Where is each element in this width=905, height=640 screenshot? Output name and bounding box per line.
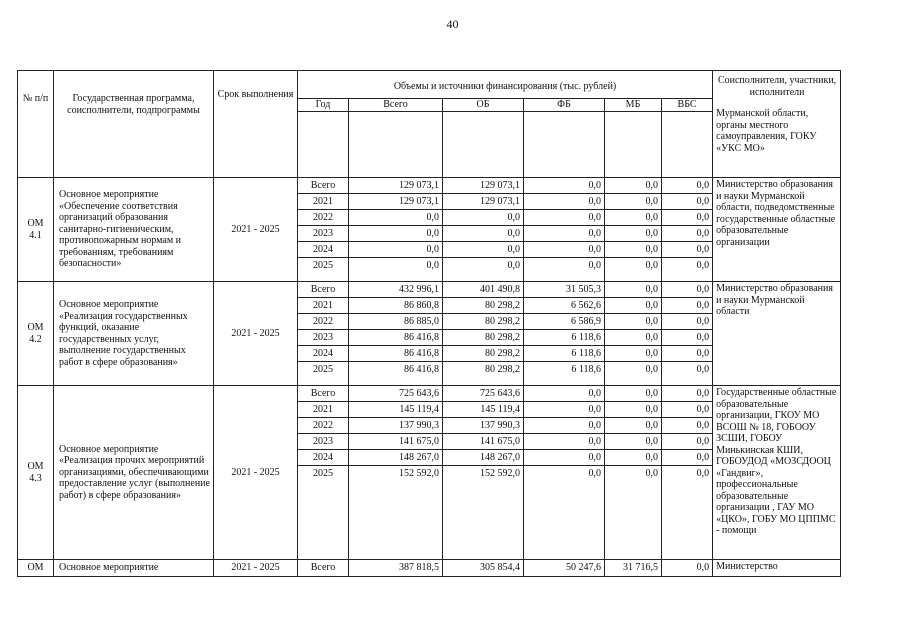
ob-cell: 129 073,1 <box>443 194 524 210</box>
vbs-cell: 0,0 <box>662 434 713 450</box>
header-no: № п/п <box>18 71 54 178</box>
total-cell: 141 675,0 <box>349 434 443 450</box>
mb-cell: 0,0 <box>605 210 662 226</box>
year-cell: 2022 <box>298 418 349 434</box>
mb-cell: 0,0 <box>605 466 662 560</box>
fb-cell: 0,0 <box>524 258 605 282</box>
fb-cell: 0,0 <box>524 178 605 194</box>
fb-cell: 6 562,6 <box>524 298 605 314</box>
year-cell: 2021 <box>298 298 349 314</box>
vbs-cell: 0,0 <box>662 242 713 258</box>
year-cell: 2025 <box>298 466 349 560</box>
year-cell: Всего <box>298 386 349 402</box>
fb-cell: 6 118,6 <box>524 346 605 362</box>
table-body <box>18 178 841 577</box>
year-cell: Всего <box>298 178 349 194</box>
mb-cell: 0,0 <box>605 298 662 314</box>
activity-name: Основное мероприятие «Реализация государственных функций, оказание государственных услуг, выполнение государственных работ в сфере образования» <box>54 282 214 386</box>
ob-cell: 80 298,2 <box>443 314 524 330</box>
mb-cell: 0,0 <box>605 314 662 330</box>
year-cell: 2025 <box>298 362 349 386</box>
fb-cell: 0,0 <box>524 242 605 258</box>
total-cell: 129 073,1 <box>349 194 443 210</box>
total-cell: 0,0 <box>349 226 443 242</box>
vbs-cell: 0,0 <box>662 560 713 577</box>
fb-cell: 0,0 <box>524 466 605 560</box>
table-row <box>18 386 841 402</box>
total-cell: 86 416,8 <box>349 346 443 362</box>
header-spacer <box>349 112 443 178</box>
header-ob: ОБ <box>443 99 524 112</box>
vbs-cell: 0,0 <box>662 210 713 226</box>
ob-cell: 0,0 <box>443 226 524 242</box>
mb-cell: 0,0 <box>605 194 662 210</box>
activity-executor: Министерство образования и науки Мурманской области, подведомственные государственные областные образовательные организации <box>716 179 836 248</box>
vbs-cell: 0,0 <box>662 386 713 402</box>
vbs-cell: 0,0 <box>662 298 713 314</box>
vbs-cell: 0,0 <box>662 346 713 362</box>
ob-cell: 145 119,4 <box>443 402 524 418</box>
year-cell: 2023 <box>298 434 349 450</box>
ob-cell: 80 298,2 <box>443 362 524 386</box>
vbs-cell: 0,0 <box>662 466 713 560</box>
year-cell: 2022 <box>298 314 349 330</box>
total-cell: 145 119,4 <box>349 402 443 418</box>
fb-cell: 6 586,9 <box>524 314 605 330</box>
vbs-cell: 0,0 <box>662 330 713 346</box>
total-cell: 86 416,8 <box>349 330 443 346</box>
total-cell: 0,0 <box>349 242 443 258</box>
mb-cell: 0,0 <box>605 226 662 242</box>
ob-cell: 0,0 <box>443 242 524 258</box>
vbs-cell: 0,0 <box>662 282 713 298</box>
mb-cell: 0,0 <box>605 362 662 386</box>
activity-term: 2021 - 2025 <box>214 386 298 560</box>
vbs-cell: 0,0 <box>662 226 713 242</box>
funding-table <box>17 70 841 577</box>
vbs-cell: 0,0 <box>662 178 713 194</box>
total-cell: 0,0 <box>349 210 443 226</box>
fb-cell: 0,0 <box>524 434 605 450</box>
activity-code: ОМ 4.1 <box>18 178 54 282</box>
header-funding: Объемы и источники финансирования (тыс. рублей) <box>298 71 713 99</box>
activity-name: Основное мероприятие <box>54 560 214 577</box>
header-spacer <box>298 112 349 178</box>
ob-cell: 401 490,8 <box>443 282 524 298</box>
fb-cell: 31 505,3 <box>524 282 605 298</box>
ob-cell: 80 298,2 <box>443 346 524 362</box>
vbs-cell: 0,0 <box>662 450 713 466</box>
activity-executor: Министерство образования и науки Мурманской области <box>716 283 833 317</box>
ob-cell: 137 990,3 <box>443 418 524 434</box>
activity-executor: Государственные областные образовательные организации, ГКОУ МО ВСОШ № 18, ГОБООУ ЗСШИ, ГОБОУ Минькинская КШИ, ГОБОУДОД «МОЗСДООЦ «Гандвиг», профессиональные образовательные организации , ГАУ МО «ЦКО», ГОБУ МО ЦППМС - помощи <box>716 387 837 536</box>
page-number: 40 <box>446 17 459 31</box>
total-cell: 86 860,8 <box>349 298 443 314</box>
fb-cell: 50 247,6 <box>524 560 605 577</box>
activity-executor-cell <box>713 386 841 560</box>
fb-cell: 0,0 <box>524 386 605 402</box>
header-total: Всего <box>349 99 443 112</box>
vbs-cell: 0,0 <box>662 362 713 386</box>
header-mb: МБ <box>605 99 662 112</box>
year-cell: 2024 <box>298 346 349 362</box>
mb-cell: 0,0 <box>605 418 662 434</box>
ob-cell: 152 592,0 <box>443 466 524 560</box>
activity-executor: Министерство <box>716 561 778 572</box>
activity-term: 2021 - 2025 <box>214 178 298 282</box>
activity-term: 2021 - 2025 <box>214 282 298 386</box>
mb-cell: 0,0 <box>605 282 662 298</box>
year-cell: 2025 <box>298 258 349 282</box>
mb-cell: 0,0 <box>605 450 662 466</box>
total-cell: 86 416,8 <box>349 362 443 386</box>
ob-cell: 0,0 <box>443 210 524 226</box>
header-program: Государственная программа, соисполнители, подпрограммы <box>54 71 214 178</box>
total-cell: 387 818,5 <box>349 560 443 577</box>
year-cell: Всего <box>298 560 349 577</box>
mb-cell: 0,0 <box>605 346 662 362</box>
year-cell: 2021 <box>298 194 349 210</box>
year-cell: 2021 <box>298 402 349 418</box>
header-spacer <box>605 112 662 178</box>
mb-cell: 0,0 <box>605 242 662 258</box>
header-executors-title: Соисполнители, участники, исполнители <box>717 75 837 98</box>
mb-cell: 0,0 <box>605 258 662 282</box>
fb-cell: 0,0 <box>524 450 605 466</box>
header-spacer <box>443 112 524 178</box>
vbs-cell: 0,0 <box>662 314 713 330</box>
activity-term: 2021 - 2025 <box>214 560 298 577</box>
header-fb: ФБ <box>524 99 605 112</box>
table-row <box>18 282 841 298</box>
total-cell: 725 643,6 <box>349 386 443 402</box>
fb-cell: 0,0 <box>524 210 605 226</box>
ob-cell: 0,0 <box>443 258 524 282</box>
table-row <box>18 560 841 577</box>
fb-cell: 0,0 <box>524 226 605 242</box>
fb-cell: 0,0 <box>524 194 605 210</box>
activity-name: Основное мероприятие «Обеспечение соответствия организаций образования санитарно-гигиеническим, противопожарным нормам и требованиям, требованиям безопасности» <box>54 178 214 282</box>
total-cell: 129 073,1 <box>349 178 443 194</box>
activity-code: ОМ 4.3 <box>18 386 54 560</box>
ob-cell: 725 643,6 <box>443 386 524 402</box>
year-cell: Всего <box>298 282 349 298</box>
vbs-cell: 0,0 <box>662 418 713 434</box>
activity-executor-cell <box>713 178 841 282</box>
year-cell: 2022 <box>298 210 349 226</box>
vbs-cell: 0,0 <box>662 194 713 210</box>
activity-executor-cell <box>713 282 841 386</box>
year-cell: 2024 <box>298 242 349 258</box>
ob-cell: 129 073,1 <box>443 178 524 194</box>
total-cell: 137 990,3 <box>349 418 443 434</box>
header-year: Год <box>298 99 349 112</box>
table-row <box>18 178 841 194</box>
vbs-cell: 0,0 <box>662 402 713 418</box>
ob-cell: 80 298,2 <box>443 330 524 346</box>
fb-cell: 6 118,6 <box>524 362 605 386</box>
header-spacer <box>524 112 605 178</box>
total-cell: 86 885,0 <box>349 314 443 330</box>
total-cell: 148 267,0 <box>349 450 443 466</box>
activity-code: ОМ <box>18 560 54 577</box>
activity-executor-cell <box>713 560 841 577</box>
ob-cell: 305 854,4 <box>443 560 524 577</box>
total-cell: 152 592,0 <box>349 466 443 560</box>
year-cell: 2024 <box>298 450 349 466</box>
year-cell: 2023 <box>298 330 349 346</box>
ob-cell: 141 675,0 <box>443 434 524 450</box>
header-executors-detail: Мурманской области, органы местного самоуправления, ГОКУ «УКС МО» <box>716 108 817 154</box>
header-spacer <box>662 112 713 178</box>
activity-code: ОМ 4.2 <box>18 282 54 386</box>
total-cell: 432 996,1 <box>349 282 443 298</box>
year-cell: 2023 <box>298 226 349 242</box>
mb-cell: 0,0 <box>605 178 662 194</box>
fb-cell: 6 118,6 <box>524 330 605 346</box>
header-vbs: ВБС <box>662 99 713 112</box>
mb-cell: 31 716,5 <box>605 560 662 577</box>
fb-cell: 0,0 <box>524 402 605 418</box>
header-executors <box>713 71 841 178</box>
fb-cell: 0,0 <box>524 418 605 434</box>
mb-cell: 0,0 <box>605 434 662 450</box>
total-cell: 0,0 <box>349 258 443 282</box>
header-term: Срок выполнения <box>214 71 298 178</box>
vbs-cell: 0,0 <box>662 258 713 282</box>
activity-name: Основное мероприятие «Реализация прочих мероприятий организациями, обеспечивающими предоставление услуг (выполнение работ) в сфере образования» <box>54 386 214 560</box>
ob-cell: 80 298,2 <box>443 298 524 314</box>
mb-cell: 0,0 <box>605 402 662 418</box>
mb-cell: 0,0 <box>605 386 662 402</box>
ob-cell: 148 267,0 <box>443 450 524 466</box>
mb-cell: 0,0 <box>605 330 662 346</box>
